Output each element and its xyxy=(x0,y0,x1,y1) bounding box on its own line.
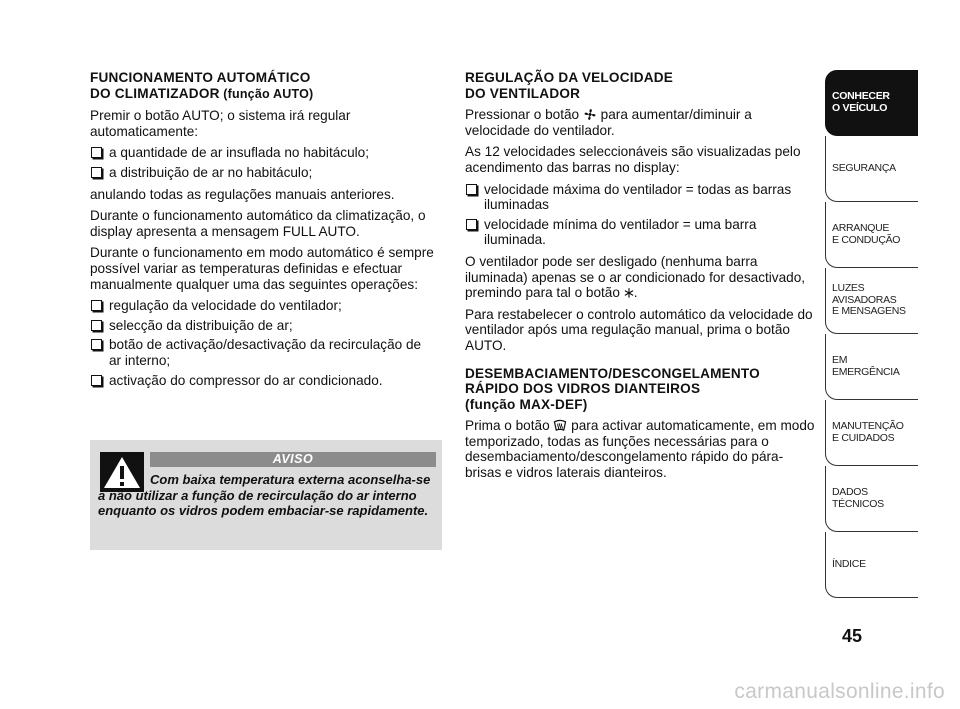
bullet-list xyxy=(90,298,435,388)
warning-box xyxy=(90,440,442,550)
tab-label: ÍNDICE xyxy=(832,557,866,570)
tab-label: SEGURANÇA xyxy=(832,161,896,174)
windshield-defrost-icon xyxy=(553,419,567,432)
list-item: a quantidade de ar insuflada no habitáculo; xyxy=(90,145,435,161)
warning-label: AVISO xyxy=(150,452,436,467)
paragraph: As 12 velocidades seleccionáveis são visualizadas pelo acendimento das barras no display: xyxy=(465,144,801,175)
warning-text: Com baixa temperatura externa aconselha-se a não utilizar a função de recirculação do ar interno enquanto os vidros podem embaciar-se rapidamente. xyxy=(98,472,431,518)
heading-line: FUNCIONAMENTO AUTOMÁTICO xyxy=(90,70,311,85)
heading-line: DESEMBACIAMENTO/DESCONGELAMENTO xyxy=(465,365,760,381)
heading-line: REGULAÇÃO DA VELOCIDADE xyxy=(465,70,674,85)
text-fragment: para aumentar/diminuir a velocidade do ventilador. xyxy=(465,107,752,138)
tab-manutencao[interactable] xyxy=(825,400,918,466)
list-item: regulação da velocidade do ventilador; xyxy=(90,298,435,314)
tab-luzes-avisadoras[interactable] xyxy=(825,268,918,334)
heading-line: RÁPIDO DOS VIDROS DIANTEIROS xyxy=(465,381,701,397)
tab-em-emergencia[interactable] xyxy=(825,334,918,400)
tab-label: DADOS TÉCNICOS xyxy=(832,486,884,510)
paragraph: anulando todas as regulações manuais anteriores. xyxy=(90,186,395,202)
paragraph xyxy=(465,418,815,480)
text-fragment: Prima o botão xyxy=(465,418,554,434)
paragraph xyxy=(465,254,815,301)
list-item: botão de activação/desactivação da recirculação de ar interno; xyxy=(90,337,435,368)
list-item: velocidade máxima do ventilador = todas as barras iluminadas xyxy=(465,182,815,213)
watermark: carmanualsonline.info xyxy=(734,680,945,703)
tab-indice[interactable] xyxy=(825,532,918,598)
tab-label: CONHECER O VEÍCULO xyxy=(832,90,890,114)
tab-label: ARRANQUE E CONDUÇÃO xyxy=(832,222,901,246)
heading-line: DO CLIMATIZADOR xyxy=(90,85,220,101)
tab-arranque-e-conducao[interactable] xyxy=(825,202,918,268)
page-number: 45 xyxy=(841,626,863,646)
text-fragment: Pressionar o botão xyxy=(465,107,583,123)
fan-icon xyxy=(583,108,597,121)
paragraph: Premir o botão AUTO; o sistema irá regular automaticamente: xyxy=(90,108,351,139)
left-column xyxy=(90,70,435,394)
paragraph xyxy=(465,107,815,138)
text-fragment: . xyxy=(633,285,638,301)
heading-line: (função MAX-DEF) xyxy=(465,396,588,412)
chapter-tabs xyxy=(825,70,918,598)
section-heading-auto xyxy=(90,70,435,102)
heading-line: DO VENTILADOR xyxy=(465,85,581,101)
tab-label: LUZES AVISADORAS E MENSAGENS xyxy=(832,282,906,318)
tab-dados-tecnicos[interactable] xyxy=(825,466,918,532)
tab-label: MANUTENÇÃO E CUIDADOS xyxy=(832,420,904,444)
text-fragment: O ventilador pode ser desligado (nenhuma barra iluminada) apenas se o ar condicionado for desactivado, premindo para tal o botão xyxy=(465,253,806,301)
list-item: velocidade mínima do ventilador = uma barra iluminada. xyxy=(465,217,815,248)
bullet-list xyxy=(465,182,815,248)
snowflake-icon xyxy=(624,288,634,298)
paragraph: Durante o funcionamento automático da climatização, o display apresenta a mensagem FULL AUTO. xyxy=(90,208,426,239)
bullet-list xyxy=(90,145,435,180)
paragraph: Durante o funcionamento em modo automático é sempre possível variar as temperaturas definidas e efectuar manualmente qualquer uma das seguintes operações: xyxy=(90,245,434,292)
tab-seguranca[interactable] xyxy=(825,136,918,202)
section-heading-max-def xyxy=(465,366,815,413)
paragraph: Para restabelecer o controlo automático da velocidade do ventilador após uma regulação manual, prima o botão AUTO. xyxy=(465,306,813,353)
section-heading-fan-speed xyxy=(465,70,815,101)
list-item: activação do compressor do ar condicionado. xyxy=(90,373,435,389)
tab-label: EM EMERGÊNCIA xyxy=(832,354,900,378)
text-fragment: para activar automaticamente, em modo temporizado, todas as funções necessárias para o desembaciamento/descongelamento rápido do pára-brisas e vidros laterais dianteiros. xyxy=(465,418,815,481)
heading-suffix: (função AUTO) xyxy=(219,86,314,101)
right-column xyxy=(465,70,815,487)
list-item: a distribuição de ar no habitáculo; xyxy=(90,165,435,181)
list-item: selecção da distribuição de ar; xyxy=(90,318,435,334)
tab-conhecer-o-veiculo[interactable] xyxy=(825,70,918,136)
